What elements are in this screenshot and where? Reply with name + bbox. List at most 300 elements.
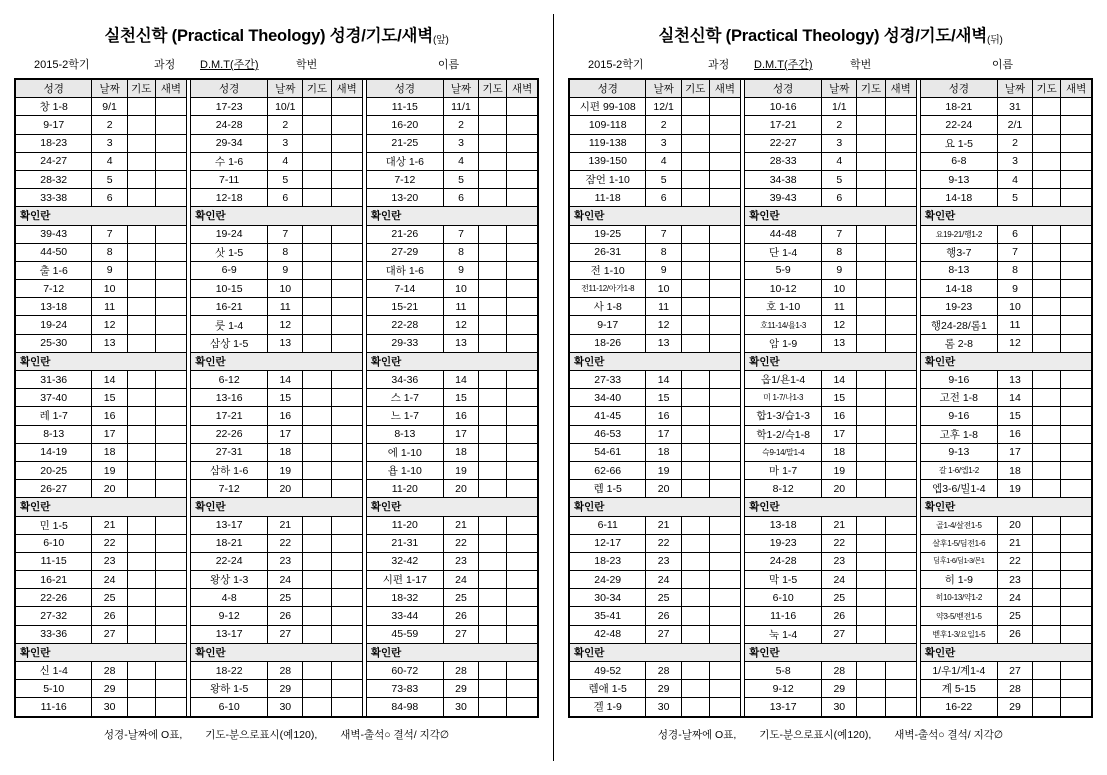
- dawn-cell[interactable]: [885, 443, 916, 461]
- prayer-cell[interactable]: [681, 389, 709, 407]
- dawn-cell[interactable]: [507, 280, 538, 298]
- dawn-cell[interactable]: [507, 316, 538, 334]
- dawn-cell[interactable]: [507, 371, 538, 389]
- dawn-cell[interactable]: [885, 134, 916, 152]
- dawn-cell[interactable]: [155, 680, 186, 698]
- prayer-cell[interactable]: [479, 425, 507, 443]
- dawn-cell[interactable]: [331, 680, 362, 698]
- prayer-cell[interactable]: [479, 552, 507, 570]
- prayer-cell[interactable]: [857, 280, 885, 298]
- prayer-cell[interactable]: [681, 480, 709, 498]
- dawn-cell[interactable]: [709, 225, 740, 243]
- prayer-cell[interactable]: [479, 316, 507, 334]
- prayer-cell[interactable]: [1033, 407, 1061, 425]
- dawn-cell[interactable]: [709, 425, 740, 443]
- dawn-cell[interactable]: [885, 680, 916, 698]
- prayer-cell[interactable]: [127, 516, 155, 534]
- dawn-cell[interactable]: [1061, 189, 1092, 207]
- prayer-cell[interactable]: [681, 261, 709, 279]
- dawn-cell[interactable]: [709, 516, 740, 534]
- prayer-cell[interactable]: [681, 534, 709, 552]
- dawn-cell[interactable]: [507, 389, 538, 407]
- dawn-cell[interactable]: [1061, 552, 1092, 570]
- prayer-cell[interactable]: [857, 662, 885, 680]
- dawn-cell[interactable]: [1061, 516, 1092, 534]
- dawn-cell[interactable]: [507, 625, 538, 643]
- prayer-cell[interactable]: [303, 425, 331, 443]
- prayer-cell[interactable]: [303, 534, 331, 552]
- prayer-cell[interactable]: [303, 607, 331, 625]
- prayer-cell[interactable]: [681, 589, 709, 607]
- dawn-cell[interactable]: [709, 607, 740, 625]
- dawn-cell[interactable]: [709, 298, 740, 316]
- dawn-cell[interactable]: [1061, 134, 1092, 152]
- dawn-cell[interactable]: [155, 334, 186, 352]
- prayer-cell[interactable]: [681, 225, 709, 243]
- dawn-cell[interactable]: [709, 625, 740, 643]
- dawn-cell[interactable]: [709, 407, 740, 425]
- dawn-cell[interactable]: [155, 389, 186, 407]
- dawn-cell[interactable]: [1061, 116, 1092, 134]
- prayer-cell[interactable]: [857, 134, 885, 152]
- prayer-cell[interactable]: [1033, 189, 1061, 207]
- prayer-cell[interactable]: [1033, 389, 1061, 407]
- prayer-cell[interactable]: [303, 298, 331, 316]
- dawn-cell[interactable]: [507, 170, 538, 188]
- dawn-cell[interactable]: [507, 480, 538, 498]
- dawn-cell[interactable]: [507, 334, 538, 352]
- dawn-cell[interactable]: [155, 571, 186, 589]
- prayer-cell[interactable]: [303, 662, 331, 680]
- dawn-cell[interactable]: [709, 243, 740, 261]
- prayer-cell[interactable]: [127, 334, 155, 352]
- dawn-cell[interactable]: [709, 443, 740, 461]
- dawn-cell[interactable]: [155, 116, 186, 134]
- dawn-cell[interactable]: [885, 371, 916, 389]
- prayer-cell[interactable]: [479, 662, 507, 680]
- dawn-cell[interactable]: [885, 461, 916, 479]
- dawn-cell[interactable]: [507, 116, 538, 134]
- prayer-cell[interactable]: [681, 334, 709, 352]
- prayer-cell[interactable]: [127, 298, 155, 316]
- prayer-cell[interactable]: [127, 316, 155, 334]
- dawn-cell[interactable]: [1061, 261, 1092, 279]
- prayer-cell[interactable]: [303, 389, 331, 407]
- prayer-cell[interactable]: [857, 170, 885, 188]
- prayer-cell[interactable]: [127, 480, 155, 498]
- dawn-cell[interactable]: [1061, 534, 1092, 552]
- prayer-cell[interactable]: [857, 552, 885, 570]
- prayer-cell[interactable]: [857, 152, 885, 170]
- prayer-cell[interactable]: [681, 443, 709, 461]
- prayer-cell[interactable]: [127, 189, 155, 207]
- dawn-cell[interactable]: [155, 371, 186, 389]
- prayer-cell[interactable]: [127, 407, 155, 425]
- dawn-cell[interactable]: [709, 461, 740, 479]
- dawn-cell[interactable]: [1061, 443, 1092, 461]
- prayer-cell[interactable]: [127, 607, 155, 625]
- prayer-cell[interactable]: [681, 298, 709, 316]
- dawn-cell[interactable]: [507, 552, 538, 570]
- dawn-cell[interactable]: [1061, 407, 1092, 425]
- prayer-cell[interactable]: [681, 607, 709, 625]
- prayer-cell[interactable]: [127, 225, 155, 243]
- dawn-cell[interactable]: [507, 516, 538, 534]
- dawn-cell[interactable]: [155, 662, 186, 680]
- prayer-cell[interactable]: [1033, 534, 1061, 552]
- prayer-cell[interactable]: [1033, 298, 1061, 316]
- dawn-cell[interactable]: [155, 625, 186, 643]
- prayer-cell[interactable]: [479, 225, 507, 243]
- dawn-cell[interactable]: [885, 516, 916, 534]
- dawn-cell[interactable]: [709, 316, 740, 334]
- prayer-cell[interactable]: [681, 134, 709, 152]
- dawn-cell[interactable]: [155, 461, 186, 479]
- dawn-cell[interactable]: [709, 134, 740, 152]
- dawn-cell[interactable]: [1061, 371, 1092, 389]
- prayer-cell[interactable]: [127, 662, 155, 680]
- prayer-cell[interactable]: [479, 680, 507, 698]
- dawn-cell[interactable]: [507, 98, 538, 116]
- dawn-cell[interactable]: [885, 280, 916, 298]
- prayer-cell[interactable]: [681, 371, 709, 389]
- dawn-cell[interactable]: [1061, 480, 1092, 498]
- dawn-cell[interactable]: [1061, 280, 1092, 298]
- dawn-cell[interactable]: [507, 298, 538, 316]
- prayer-cell[interactable]: [857, 334, 885, 352]
- prayer-cell[interactable]: [303, 371, 331, 389]
- dawn-cell[interactable]: [885, 534, 916, 552]
- dawn-cell[interactable]: [709, 552, 740, 570]
- prayer-cell[interactable]: [479, 371, 507, 389]
- prayer-cell[interactable]: [857, 461, 885, 479]
- dawn-cell[interactable]: [885, 407, 916, 425]
- prayer-cell[interactable]: [303, 625, 331, 643]
- dawn-cell[interactable]: [331, 243, 362, 261]
- dawn-cell[interactable]: [1061, 298, 1092, 316]
- prayer-cell[interactable]: [1033, 225, 1061, 243]
- prayer-cell[interactable]: [857, 589, 885, 607]
- prayer-cell[interactable]: [681, 571, 709, 589]
- prayer-cell[interactable]: [303, 243, 331, 261]
- prayer-cell[interactable]: [479, 480, 507, 498]
- prayer-cell[interactable]: [303, 680, 331, 698]
- dawn-cell[interactable]: [507, 243, 538, 261]
- prayer-cell[interactable]: [681, 243, 709, 261]
- dawn-cell[interactable]: [155, 189, 186, 207]
- dawn-cell[interactable]: [155, 225, 186, 243]
- dawn-cell[interactable]: [1061, 607, 1092, 625]
- dawn-cell[interactable]: [331, 571, 362, 589]
- dawn-cell[interactable]: [1061, 589, 1092, 607]
- dawn-cell[interactable]: [155, 316, 186, 334]
- dawn-cell[interactable]: [155, 552, 186, 570]
- dawn-cell[interactable]: [155, 443, 186, 461]
- prayer-cell[interactable]: [127, 116, 155, 134]
- dawn-cell[interactable]: [155, 170, 186, 188]
- dawn-cell[interactable]: [507, 461, 538, 479]
- dawn-cell[interactable]: [709, 152, 740, 170]
- prayer-cell[interactable]: [857, 625, 885, 643]
- prayer-cell[interactable]: [857, 698, 885, 717]
- dawn-cell[interactable]: [507, 189, 538, 207]
- prayer-cell[interactable]: [1033, 480, 1061, 498]
- dawn-cell[interactable]: [331, 134, 362, 152]
- prayer-cell[interactable]: [127, 98, 155, 116]
- prayer-cell[interactable]: [681, 680, 709, 698]
- dawn-cell[interactable]: [709, 98, 740, 116]
- dawn-cell[interactable]: [885, 625, 916, 643]
- prayer-cell[interactable]: [857, 116, 885, 134]
- prayer-cell[interactable]: [127, 170, 155, 188]
- dawn-cell[interactable]: [155, 152, 186, 170]
- prayer-cell[interactable]: [303, 280, 331, 298]
- prayer-cell[interactable]: [857, 371, 885, 389]
- prayer-cell[interactable]: [1033, 680, 1061, 698]
- dawn-cell[interactable]: [507, 698, 538, 717]
- dawn-cell[interactable]: [1061, 698, 1092, 717]
- prayer-cell[interactable]: [857, 516, 885, 534]
- prayer-cell[interactable]: [681, 552, 709, 570]
- prayer-cell[interactable]: [857, 607, 885, 625]
- prayer-cell[interactable]: [303, 407, 331, 425]
- dawn-cell[interactable]: [885, 116, 916, 134]
- dawn-cell[interactable]: [155, 534, 186, 552]
- dawn-cell[interactable]: [507, 534, 538, 552]
- prayer-cell[interactable]: [681, 316, 709, 334]
- dawn-cell[interactable]: [331, 443, 362, 461]
- dawn-cell[interactable]: [331, 280, 362, 298]
- dawn-cell[interactable]: [331, 461, 362, 479]
- dawn-cell[interactable]: [507, 571, 538, 589]
- prayer-cell[interactable]: [681, 116, 709, 134]
- prayer-cell[interactable]: [127, 389, 155, 407]
- dawn-cell[interactable]: [155, 243, 186, 261]
- dawn-cell[interactable]: [155, 407, 186, 425]
- dawn-cell[interactable]: [1061, 152, 1092, 170]
- prayer-cell[interactable]: [479, 334, 507, 352]
- prayer-cell[interactable]: [1033, 116, 1061, 134]
- dawn-cell[interactable]: [331, 298, 362, 316]
- dawn-cell[interactable]: [885, 552, 916, 570]
- prayer-cell[interactable]: [1033, 443, 1061, 461]
- dawn-cell[interactable]: [885, 98, 916, 116]
- dawn-cell[interactable]: [709, 589, 740, 607]
- prayer-cell[interactable]: [857, 225, 885, 243]
- dawn-cell[interactable]: [155, 98, 186, 116]
- prayer-cell[interactable]: [303, 589, 331, 607]
- dawn-cell[interactable]: [1061, 170, 1092, 188]
- prayer-cell[interactable]: [681, 461, 709, 479]
- prayer-cell[interactable]: [857, 571, 885, 589]
- prayer-cell[interactable]: [127, 680, 155, 698]
- dawn-cell[interactable]: [331, 225, 362, 243]
- dawn-cell[interactable]: [709, 334, 740, 352]
- prayer-cell[interactable]: [303, 443, 331, 461]
- dawn-cell[interactable]: [885, 334, 916, 352]
- prayer-cell[interactable]: [681, 516, 709, 534]
- prayer-cell[interactable]: [1033, 571, 1061, 589]
- dawn-cell[interactable]: [885, 298, 916, 316]
- prayer-cell[interactable]: [127, 425, 155, 443]
- prayer-cell[interactable]: [857, 425, 885, 443]
- dawn-cell[interactable]: [1061, 571, 1092, 589]
- prayer-cell[interactable]: [857, 261, 885, 279]
- dawn-cell[interactable]: [507, 607, 538, 625]
- dawn-cell[interactable]: [709, 280, 740, 298]
- dawn-cell[interactable]: [885, 152, 916, 170]
- dawn-cell[interactable]: [331, 261, 362, 279]
- dawn-cell[interactable]: [885, 243, 916, 261]
- dawn-cell[interactable]: [331, 625, 362, 643]
- prayer-cell[interactable]: [857, 298, 885, 316]
- prayer-cell[interactable]: [479, 407, 507, 425]
- dawn-cell[interactable]: [885, 607, 916, 625]
- dawn-cell[interactable]: [331, 116, 362, 134]
- dawn-cell[interactable]: [331, 662, 362, 680]
- dawn-cell[interactable]: [331, 371, 362, 389]
- prayer-cell[interactable]: [1033, 662, 1061, 680]
- dawn-cell[interactable]: [155, 134, 186, 152]
- prayer-cell[interactable]: [127, 152, 155, 170]
- dawn-cell[interactable]: [709, 389, 740, 407]
- dawn-cell[interactable]: [885, 316, 916, 334]
- dawn-cell[interactable]: [1061, 243, 1092, 261]
- prayer-cell[interactable]: [303, 189, 331, 207]
- prayer-cell[interactable]: [857, 316, 885, 334]
- prayer-cell[interactable]: [479, 516, 507, 534]
- dawn-cell[interactable]: [155, 516, 186, 534]
- prayer-cell[interactable]: [127, 243, 155, 261]
- dawn-cell[interactable]: [507, 407, 538, 425]
- prayer-cell[interactable]: [479, 607, 507, 625]
- prayer-cell[interactable]: [857, 389, 885, 407]
- dawn-cell[interactable]: [507, 680, 538, 698]
- prayer-cell[interactable]: [479, 443, 507, 461]
- prayer-cell[interactable]: [479, 261, 507, 279]
- prayer-cell[interactable]: [681, 625, 709, 643]
- prayer-cell[interactable]: [1033, 334, 1061, 352]
- dawn-cell[interactable]: [1061, 225, 1092, 243]
- prayer-cell[interactable]: [479, 170, 507, 188]
- dawn-cell[interactable]: [331, 607, 362, 625]
- prayer-cell[interactable]: [1033, 425, 1061, 443]
- prayer-cell[interactable]: [1033, 625, 1061, 643]
- prayer-cell[interactable]: [681, 280, 709, 298]
- dawn-cell[interactable]: [155, 480, 186, 498]
- prayer-cell[interactable]: [127, 134, 155, 152]
- prayer-cell[interactable]: [127, 280, 155, 298]
- prayer-cell[interactable]: [479, 571, 507, 589]
- dawn-cell[interactable]: [507, 261, 538, 279]
- dawn-cell[interactable]: [709, 662, 740, 680]
- prayer-cell[interactable]: [479, 280, 507, 298]
- prayer-cell[interactable]: [303, 170, 331, 188]
- dawn-cell[interactable]: [331, 98, 362, 116]
- dawn-cell[interactable]: [331, 589, 362, 607]
- dawn-cell[interactable]: [507, 152, 538, 170]
- dawn-cell[interactable]: [331, 152, 362, 170]
- prayer-cell[interactable]: [1033, 134, 1061, 152]
- dawn-cell[interactable]: [709, 189, 740, 207]
- dawn-cell[interactable]: [331, 334, 362, 352]
- dawn-cell[interactable]: [331, 425, 362, 443]
- prayer-cell[interactable]: [1033, 552, 1061, 570]
- dawn-cell[interactable]: [507, 425, 538, 443]
- dawn-cell[interactable]: [331, 534, 362, 552]
- dawn-cell[interactable]: [507, 134, 538, 152]
- prayer-cell[interactable]: [681, 152, 709, 170]
- prayer-cell[interactable]: [303, 516, 331, 534]
- prayer-cell[interactable]: [857, 98, 885, 116]
- dawn-cell[interactable]: [155, 425, 186, 443]
- dawn-cell[interactable]: [1061, 425, 1092, 443]
- prayer-cell[interactable]: [1033, 371, 1061, 389]
- dawn-cell[interactable]: [1061, 662, 1092, 680]
- dawn-cell[interactable]: [1061, 389, 1092, 407]
- dawn-cell[interactable]: [885, 225, 916, 243]
- prayer-cell[interactable]: [479, 116, 507, 134]
- dawn-cell[interactable]: [331, 480, 362, 498]
- dawn-cell[interactable]: [885, 480, 916, 498]
- dawn-cell[interactable]: [155, 698, 186, 717]
- prayer-cell[interactable]: [479, 589, 507, 607]
- prayer-cell[interactable]: [857, 189, 885, 207]
- dawn-cell[interactable]: [1061, 316, 1092, 334]
- prayer-cell[interactable]: [1033, 98, 1061, 116]
- prayer-cell[interactable]: [127, 371, 155, 389]
- dawn-cell[interactable]: [507, 225, 538, 243]
- prayer-cell[interactable]: [303, 552, 331, 570]
- dawn-cell[interactable]: [709, 371, 740, 389]
- prayer-cell[interactable]: [1033, 152, 1061, 170]
- prayer-cell[interactable]: [479, 625, 507, 643]
- dawn-cell[interactable]: [709, 534, 740, 552]
- prayer-cell[interactable]: [857, 534, 885, 552]
- dawn-cell[interactable]: [331, 389, 362, 407]
- prayer-cell[interactable]: [127, 261, 155, 279]
- prayer-cell[interactable]: [303, 461, 331, 479]
- dawn-cell[interactable]: [155, 280, 186, 298]
- prayer-cell[interactable]: [1033, 589, 1061, 607]
- dawn-cell[interactable]: [331, 552, 362, 570]
- dawn-cell[interactable]: [709, 480, 740, 498]
- dawn-cell[interactable]: [331, 316, 362, 334]
- prayer-cell[interactable]: [1033, 607, 1061, 625]
- dawn-cell[interactable]: [709, 170, 740, 188]
- prayer-cell[interactable]: [681, 407, 709, 425]
- prayer-cell[interactable]: [303, 698, 331, 717]
- prayer-cell[interactable]: [303, 334, 331, 352]
- dawn-cell[interactable]: [1061, 334, 1092, 352]
- dawn-cell[interactable]: [885, 189, 916, 207]
- prayer-cell[interactable]: [1033, 261, 1061, 279]
- prayer-cell[interactable]: [1033, 516, 1061, 534]
- dawn-cell[interactable]: [885, 389, 916, 407]
- dawn-cell[interactable]: [331, 170, 362, 188]
- prayer-cell[interactable]: [303, 261, 331, 279]
- dawn-cell[interactable]: [331, 407, 362, 425]
- dawn-cell[interactable]: [885, 571, 916, 589]
- prayer-cell[interactable]: [681, 425, 709, 443]
- prayer-cell[interactable]: [303, 225, 331, 243]
- prayer-cell[interactable]: [1033, 461, 1061, 479]
- prayer-cell[interactable]: [127, 461, 155, 479]
- dawn-cell[interactable]: [885, 698, 916, 717]
- prayer-cell[interactable]: [127, 534, 155, 552]
- prayer-cell[interactable]: [681, 170, 709, 188]
- prayer-cell[interactable]: [857, 243, 885, 261]
